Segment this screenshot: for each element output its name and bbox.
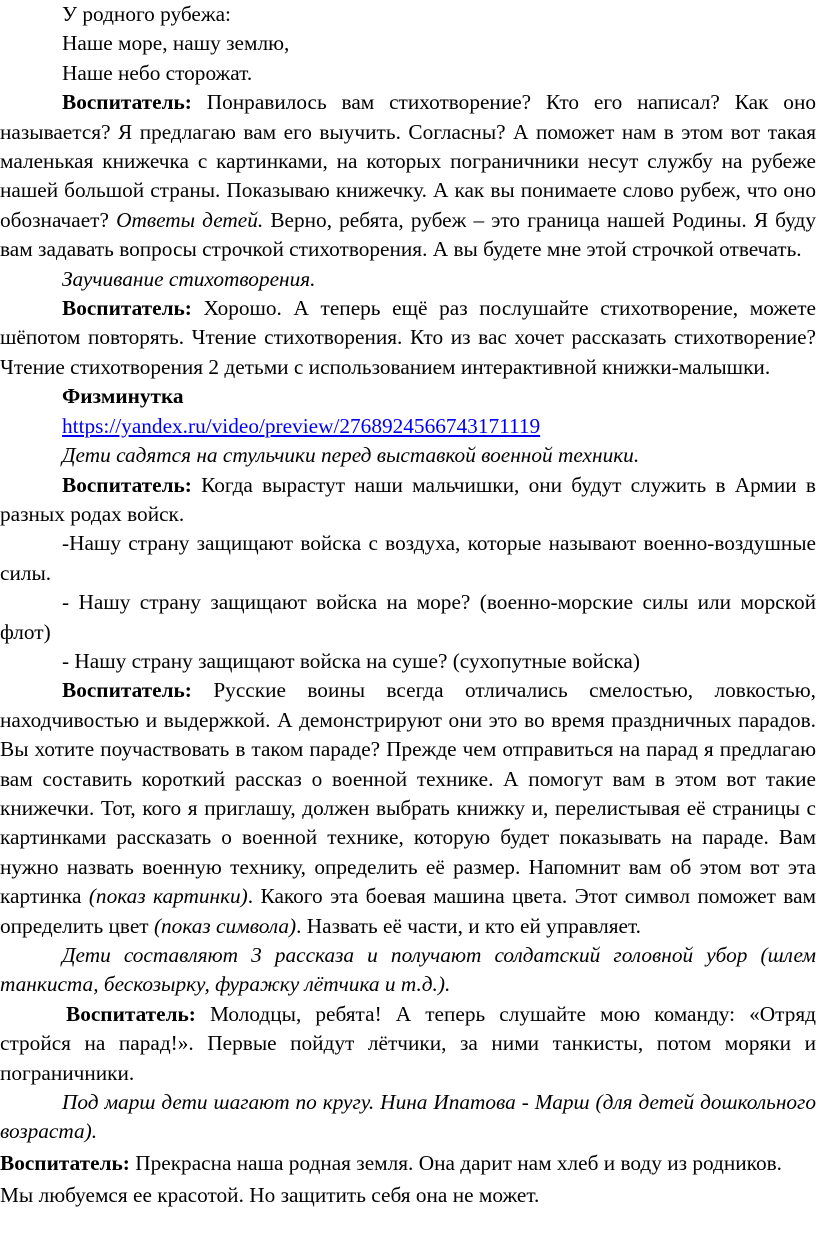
italic-note: (показ символа) [153,913,297,938]
paragraph-text: Верно, ребята, рубеж – это граница нашей Родины. Я буду вам задавать вопросы строчкой стихотворения. А вы будете мне этой строчкой отвечать. [0,207,816,262]
paragraph-13 [0,1000,816,1088]
speaker-label: Воспитатель: [62,678,192,703]
paragraph-text: Прекрасна наша родная земля. Она дарит нам хлеб и воду из родников. Мы любуемся ее красотой. Но защитить себя она не может. [0,1150,782,1207]
speaker-label: Воспитатель: [0,1150,130,1175]
paragraph-text: Молодцы, ребята! А теперь слушайте мою команду: «Отряд стройся на парад!». Первые пойдут лётчики, за ними танкисты, потом моряки и пограничники. [0,1001,816,1085]
italic-note: Ответы детей. [116,207,264,232]
video-link[interactable]: https://yandex.ru/video/preview/2768924566743171119 [62,413,541,438]
paragraph-14: Под марш дети шагают по кругу. Нина Ипатова - Марш (для детей дошкольного возраста). [0,1090,816,1144]
paragraph-link [0,412,816,441]
speaker-label: Воспитатель: [62,296,192,321]
paragraph-2: Заучивание стихотворения. [62,266,316,291]
paragraph-7 [0,471,816,530]
paragraph-text: . Назвать её части, и кто ей управляет. [296,913,642,938]
speaker-label: Воспитатель: [66,1001,196,1026]
paragraph-1 [0,88,816,264]
italic-note: (показ картинки) [88,884,248,909]
paragraph-text: Когда вырастут наши мальчишки, они будут служить в Армии в разных родах войск. [0,472,816,526]
speaker-label: Воспитатель: [62,90,192,115]
poem-line-1: У родного рубежа: [62,2,231,26]
paragraph-text: . Какого эта боевая машина цвета. Этот символ поможет вам определить цвет [0,884,816,938]
section-heading: Физминутка [62,384,184,409]
paragraph-8: -Нашу страну защищают войска с воздуха, которые называют военно-воздушные силы. [0,531,816,585]
paragraph-15 [0,1147,816,1211]
paragraph-text: Русские воины всегда отличались смелостью, ловкостью, находчивостью и выдержкой. А демонстрируют они это во время праздничных парадов. Вы хотите поучаствовать в таком параде? Прежде чем отправиться на парад я предлагаю вам составить короткий рассказ о военной технике. А помогут вам в этом вот такие книжечки. Тот, кого я приглашу, должен выбрать книжку и, перелистывая её страницы с картинками рассказать о военной технике, которую будет показывать на параде. Вам нужно назвать военную технику, определить её размер. Напомнит вам об этом вот эта картинка [0,678,816,909]
speaker-label: Воспитатель: [62,472,192,497]
paragraph-9: - Нашу страну защищают войска на море? (военно-морские силы или морской флот) [0,590,816,644]
paragraph-11 [0,676,816,941]
paragraph-12: Дети составляют 3 рассказа и получают солдатский головной убор (шлем танкиста, бескозырку, фуражку лётчика и т.д.). [0,943,816,997]
poem-line-3: Наше небо сторожат. [62,60,253,85]
paragraph-6: Дети садятся на стульчики перед выставкой военной техники. [62,443,640,468]
paragraph-text: Понравилось вам стихотворение? Кто его написал? Как оно называется? Я предлагаю вам его выучить. Согласны? А поможет нам в этом вот такая маленькая книжечка с картинками, на которых пограничники несут службу на рубеже нашей большой страны. Показываю книжечку. А как вы понимаете слово рубеж, что оно обозначает? [0,90,816,232]
poem-line-2: Наше море, нашу землю, [62,31,290,56]
paragraph-text: Хорошо. А теперь ещё раз послушайте стихотворение, можете шёпотом повторять. Чтение стихотворения. Кто из вас хочет рассказать стихотворение? Чтение стихотворения 2 детьми с использованием интерактивной книжки-малышки. [0,296,816,379]
paragraph-3 [0,294,816,382]
paragraph-10: - Нашу страну защищают войска на суше? (сухопутные войска) [62,648,640,673]
